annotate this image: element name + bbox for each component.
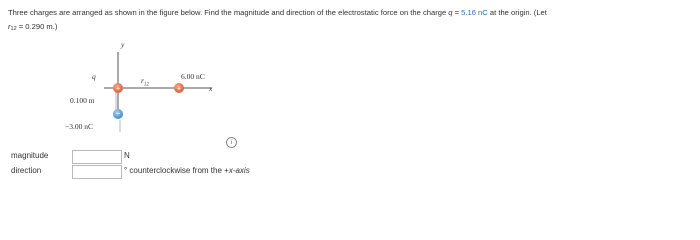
r-subscript: 12 xyxy=(10,26,17,32)
equals-sign: = xyxy=(452,8,462,17)
distance-label: 0.100 m xyxy=(70,96,95,105)
charge-right-label: 6.00 nC xyxy=(181,72,205,81)
q-symbol: q xyxy=(448,8,453,17)
magnitude-unit: N xyxy=(124,151,130,160)
direction-unit xyxy=(124,165,250,177)
r12-figure-label: $r_{12}$ xyxy=(141,76,149,88)
charge-right-sign: + xyxy=(176,85,182,93)
problem-sentence-end: at the origin. (Let xyxy=(487,8,547,17)
magnitude-label: magnitude xyxy=(11,151,49,160)
figure-drawing xyxy=(0,0,260,150)
x-axis-label: x xyxy=(209,84,213,93)
q-value: 5.16 nC xyxy=(461,8,488,17)
direction-unit-text: counterclockwise from the xyxy=(127,166,225,175)
q-figure-label: q xyxy=(92,72,96,81)
charge-below xyxy=(113,109,123,119)
direction-label: direction xyxy=(11,166,42,175)
magnitude-input[interactable] xyxy=(72,150,122,164)
charge-right xyxy=(174,83,184,93)
y-axis-label: y xyxy=(121,40,125,49)
charge-below-sign: − xyxy=(115,109,121,118)
direction-input[interactable] xyxy=(72,165,122,179)
problem-sentence: Three charges are arranged as shown in the figure below. Find the magnitude and direction of the electrostatic force on the charge xyxy=(8,8,449,17)
charge-origin-sign: + xyxy=(115,85,121,93)
charge-below-label: −3.00 nC xyxy=(65,122,93,131)
info-icon[interactable]: i xyxy=(226,137,237,148)
r-value: = 0.290 m.) xyxy=(16,22,58,31)
degree-symbol: ° xyxy=(124,166,128,175)
charge-origin xyxy=(113,83,123,93)
direction-axis: +x-axis xyxy=(224,166,250,175)
r-symbol: r xyxy=(8,22,11,31)
